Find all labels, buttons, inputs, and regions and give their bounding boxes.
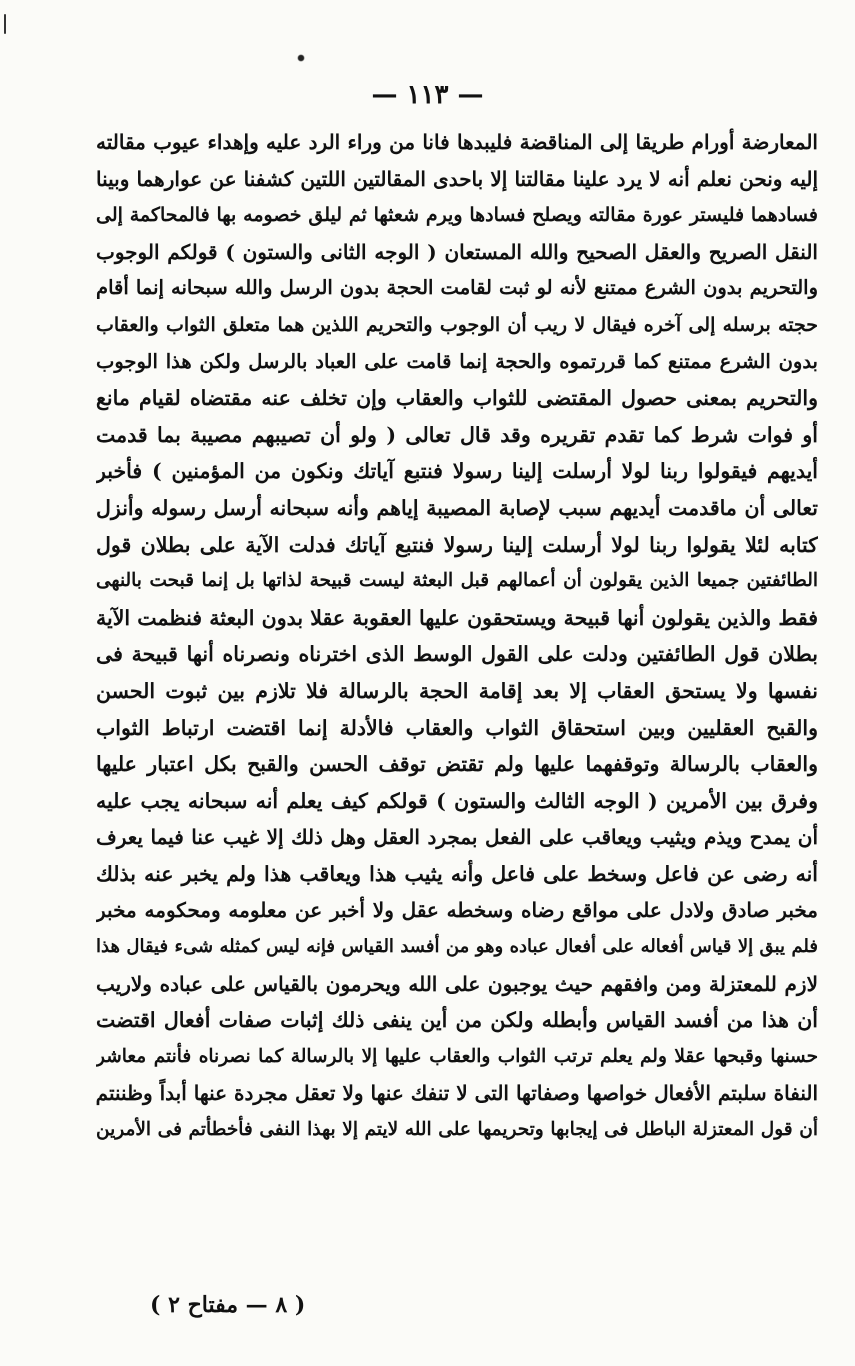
- text-line: تعالى أن ماقدمت أيديهم سبب لإصابة المصيبة إياهم وأنه سبحانه أرسل رسوله وأنزل: [96, 495, 818, 520]
- text-line: كتابه لئلا يقولوا ربنا لولا أرسلت إلينا رسولا فنتبع آياتك فدلت الآية على بطلان قول: [96, 532, 818, 557]
- body-text: [96, 124, 818, 1149]
- text-line: النقل الصريح والعقل الصحيح والله المستعان ( الوجه الثانى والستون ) قولكم الوجوب: [96, 239, 818, 264]
- text-line: المعارضة أورام طريقا إلى المناقضة فليبدها فانا من وراء الرد عليه وإهداء عيوب مقالته: [96, 130, 818, 154]
- text-line: والتحريم بدون الشرع ممتنع لأنه لو ثبت لقامت الحجة بدون الرسل والله سبحانه إنما أقام: [96, 276, 818, 300]
- page-number: — ١١٣ —: [371, 80, 484, 110]
- text-line: والقبح العقليين وبين استحقاق الثواب والعقاب فالأدلة إنما اقتضت ارتباط الثواب: [96, 715, 818, 740]
- text-line: فلم يبق إلا قياس أفعاله على أفعال عباده وهو من أفسد القياس فإنه ليس كمثله شىء فيقال هذا: [96, 936, 818, 958]
- scan-edge-mark: [4, 14, 6, 34]
- text-line: أنه رضى عن فاعل وسخط على فاعل وأنه يثيب هذا ويعاقب هذا ولم يخبر عنه بذلك: [96, 861, 818, 886]
- text-line: نفسها ولا يستحق العقاب إلا بعد إقامة الحجة بالرسالة فلا تلازم بين ثبوت الحسن: [96, 678, 818, 703]
- signature-mark: ( ٨ — مفتاح ٢ ): [150, 1292, 306, 1318]
- text-line: أن هذا من أفسد القياس وأبطله ولكن من أين ينفى ذلك إثبات صفات أفعال اقتضت: [96, 1008, 818, 1033]
- text-line: أو فوات شرط كما تقدم تقريره وقد قال تعالى ( ولو أن تصيبهم مصيبة بما قدمت: [96, 422, 818, 447]
- text-line: فقط والذين يقولون أنها قبيحة ويستحقون عليها العقوبة عقلا بدون البعثة فنظمت الآية: [96, 605, 818, 630]
- text-line: حسنها وقبحها عقلا ولم يعلم ترتب الثواب والعقاب عليها إلا بالرسالة كما نصرناه فأنتم معاشر: [96, 1045, 818, 1067]
- text-line: مخبر صادق ولادل على مواقع رضاه وسخطه عقل ولا أخبر عن معلومه ومحكومه مخبر: [96, 898, 818, 923]
- ink-speck: [295, 53, 307, 64]
- text-line: والعقاب بالرسالة وتوقفهما عليها ولم تقتض توقف الحسن والقبح بكل اعتبار عليها: [96, 752, 818, 777]
- text-line: لازم للمعتزلة ومن وافقهم حيث يوجبون على الله ويحرمون بالقياس على عباده ولاريب: [96, 971, 818, 996]
- text-line: والتحريم بمعنى حصول المقتضى للثواب والعقاب وإن تخلف عنه مقتضاه لقيام مانع: [96, 386, 818, 411]
- text-line: النفاة سلبتم الأفعال خواصها وصفاتها التى لا تنفك عنها ولا تعقل مجردة عنها أبداً وظننتم: [96, 1081, 818, 1106]
- text-line: الطائفتين جميعا الذين يقولون أن أعمالهم قبل البعثة ليست قبيحة لذاتها بل إنما قبحت بالنهى: [96, 570, 818, 592]
- text-line: إليه ونحن نعلم أنه لا يرد علينا مقالتنا إلا باحدى المقالتين اللتين كشفنا عن عوارهما وبينا: [96, 166, 818, 191]
- text-line: بدون الشرع ممتنع كما قررتموه والحجة إنما قامت على العباد بالرسل ولكن هذا الوجوب: [96, 349, 818, 373]
- text-line: حجته برسله إلى آخره فيقال لا ريب أن الوجوب والتحريم اللذين هما متعلق الثواب والعقاب: [96, 313, 818, 336]
- text-line: وفرق بين الأمرين ( الوجه الثالث والستون ) قولكم كيف يعلم أنه سبحانه يجب عليه: [96, 788, 818, 813]
- text-line: أن يمدح ويذم ويثيب ويعاقب على الفعل بمجرد العقل وهل ذلك إلا غيب عنا فيما يعرف: [96, 825, 818, 850]
- text-line: أيديهم فيقولوا ربنا لولا أرسلت إلينا رسولا فنتبع آياتك ونكون من المؤمنين ) فأخبر: [96, 459, 818, 484]
- text-line: فسادهما فليستر عورة مقالته ويصلح فسادها ويرم شعثها ثم ليلق خصومه بها فالمحاكمة إلى: [96, 204, 818, 227]
- text-line: أن قول المعتزلة الباطل فى إيجابها وتحريمها على الله لايتم إلا بهذا النفى فأخطأتم فى الأمرين: [96, 1119, 818, 1141]
- text-line: بطلان قول الطائفتين ودلت على القول الوسط الذى اخترناه ونصرناه أنها قبيحة فى: [96, 642, 818, 667]
